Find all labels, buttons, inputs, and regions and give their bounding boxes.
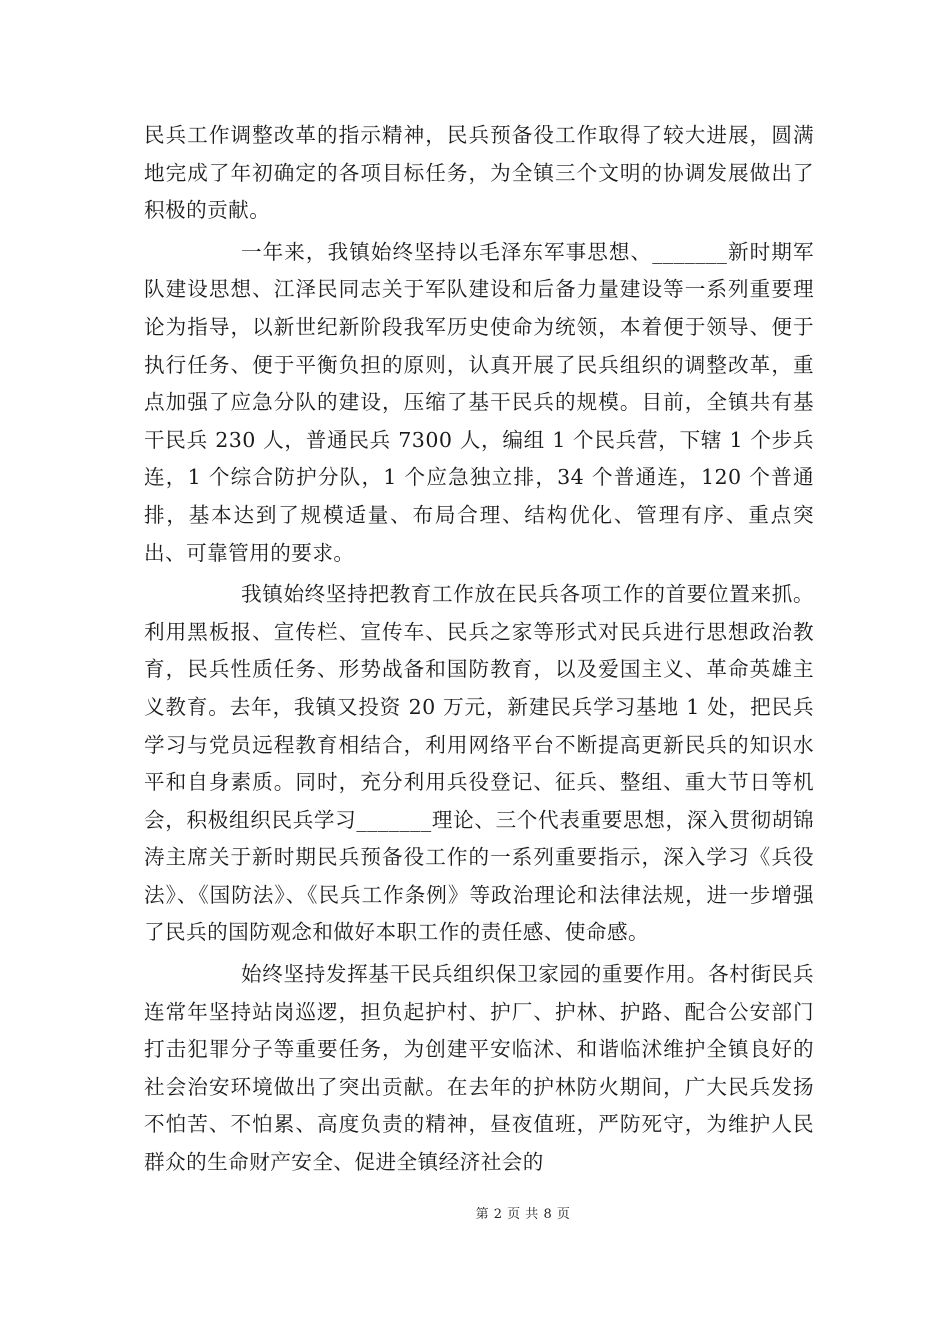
paragraph-education: 我镇始终坚持把教育工作放在民兵各项工作的首要位置来抓。利用黑板报、宣传栏、宣传车、民兵之家等形式对民兵进行思想政治教育，民兵性质任务、形势战备和国防教育，以及爱国主义、革命英雄主义教育。去年，我镇又投资 20 万元，新建民兵学习基地 1 处，把民兵学习与党员远程教育相结合，利用网络平台不断提高更新民兵的知识水平和自身素质。同时，充分利用兵役登记、征兵、整组、重大节日等机会，积极组织民兵学习_______理论、三个代表重要思想，深入贯彻胡锦涛主席关于新时期民兵预备役工作的一系列重要指示，深入学习《兵役法》、《国防法》、《民兵工作条例》等政治理论和法律法规，进一步增强了民兵的国防观念和做好本职工作的责任感、使命感。 [144, 582, 814, 945]
document-body [144, 117, 814, 1186]
paragraph-security-role: 始终坚持发挥基干民兵组织保卫家园的重要作用。各村街民兵连常年坚持站岗巡逻，担负起护村、护厂、护林、护路、配合公安部门打击犯罪分子等重要任务，为创建平安临沭、和谐临沭维护全镇良好的社会治安环境做出了突出贡献。在去年的护林防火期间，广大民兵发扬不怕苦、不怕累、高度负责的精神，昼夜值班，严防死守，为维护人民群众的生命财产安全、促进全镇经济社会的 [144, 962, 814, 1175]
page-number-footer: 第 2 页 共 8 页 [475, 1207, 571, 1222]
paragraph-militia-reform: 一年来，我镇始终坚持以毛泽东军事思想、_______新时期军队建设思想、江泽民同志关于军队建设和后备力量建设等一系列重要理论为指导，以新世纪新阶段我军历史使命为统领，本着便于领导、便于执行任务、便于平衡负担的原则，认真开展了民兵组织的调整改革，重点加强了应急分队的建设，压缩了基干民兵的规模。目前，全镇共有基干民兵 230 人，普通民兵 7300 人，编组 1 个民兵营，下辖 1 个步兵连，1 个综合防护分队，1 个应急独立排，34 个普通连，120 个普通排，基本达到了规模适量、布局合理、结构优化、管理有序、重点突出、可靠管用的要求。 [144, 239, 814, 565]
paragraph-continuation: 民兵工作调整改革的指示精神，民兵预备役工作取得了较大进展，圆满地完成了年初确定的各项目标任务，为全镇三个文明的协调发展做出了积极的贡献。 [144, 123, 814, 223]
